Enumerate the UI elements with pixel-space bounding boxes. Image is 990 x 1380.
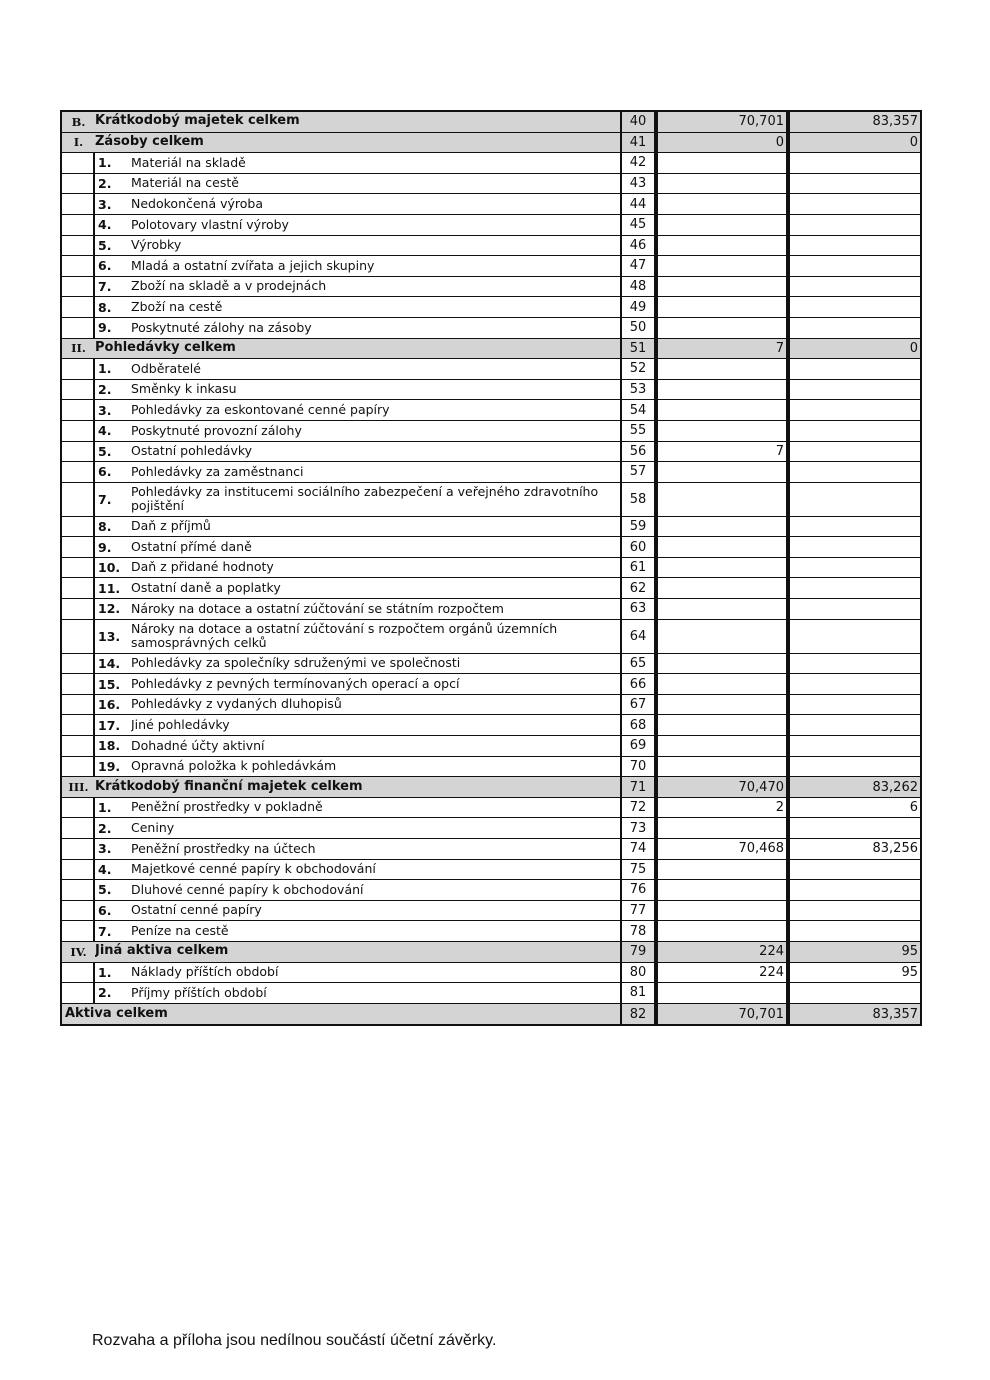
current-period-value: 7: [656, 339, 788, 359]
current-period-value: [656, 174, 788, 194]
item-number: 6.: [98, 464, 112, 480]
indent-spacer: [62, 359, 95, 379]
current-period-value: 224: [656, 942, 788, 962]
section-label: Krátkodobý majetek celkem: [95, 113, 300, 129]
indent-spacer: [62, 798, 95, 818]
line-number: 76: [620, 880, 656, 900]
previous-period-value: [788, 174, 920, 194]
item-label: Ostatní pohledávky: [131, 443, 253, 459]
indent-spacer: [62, 736, 95, 756]
section-row: [62, 942, 920, 963]
table-row: [62, 695, 920, 716]
item-number: 2.: [98, 176, 112, 192]
table-row: [62, 880, 920, 901]
table-row: [62, 442, 920, 463]
line-number: 53: [620, 380, 656, 400]
item-number: 10.: [98, 560, 121, 576]
indent-spacer: [62, 921, 95, 941]
item-number: 7.: [98, 279, 112, 295]
indent-spacer: [62, 880, 95, 900]
item-number: 6.: [98, 258, 112, 274]
item-label: Polotovary vlastní výroby: [131, 216, 289, 232]
current-period-value: [656, 674, 788, 694]
table-row: [62, 860, 920, 881]
table-row: [62, 901, 920, 922]
previous-period-value: [788, 194, 920, 214]
previous-period-value: 83,262: [788, 777, 920, 797]
previous-period-value: 95: [788, 963, 920, 983]
table-row: [62, 674, 920, 695]
item-number: 2.: [98, 820, 112, 836]
line-number: 42: [620, 153, 656, 173]
line-number: 74: [620, 839, 656, 859]
previous-period-value: [788, 483, 920, 516]
table-row: [62, 654, 920, 675]
indent-spacer: [62, 400, 95, 420]
previous-period-value: [788, 654, 920, 674]
current-period-value: 7: [656, 442, 788, 462]
indent-spacer: [62, 517, 95, 537]
table-row: [62, 256, 920, 277]
item-label: Daň z příjmů: [131, 518, 211, 534]
line-number: 78: [620, 921, 656, 941]
current-period-value: [656, 818, 788, 838]
line-number: 55: [620, 421, 656, 441]
current-period-value: [656, 715, 788, 735]
indent-spacer: [62, 901, 95, 921]
indent-spacer: [62, 174, 95, 194]
current-period-value: [656, 517, 788, 537]
line-number: 54: [620, 400, 656, 420]
previous-period-value: 95: [788, 942, 920, 962]
current-period-value: [656, 256, 788, 276]
indent-spacer: [62, 695, 95, 715]
table-row: [62, 620, 920, 654]
indent-spacer: [62, 380, 95, 400]
item-number: 5.: [98, 443, 112, 459]
previous-period-value: [788, 537, 920, 557]
balance-sheet-table: [60, 110, 922, 1026]
item-number: 3.: [98, 196, 112, 212]
item-label: Majetkové cenné papíry k obchodování: [131, 861, 376, 877]
previous-period-value: [788, 901, 920, 921]
item-label: Materiál na skladě: [131, 154, 246, 170]
current-period-value: [656, 236, 788, 256]
previous-period-value: [788, 400, 920, 420]
item-label: Peněžní prostředky v pokladně: [131, 799, 323, 815]
previous-period-value: [788, 818, 920, 838]
indent-spacer: [62, 442, 95, 462]
line-number: 61: [620, 558, 656, 578]
indent-spacer: [62, 715, 95, 735]
table-row: [62, 537, 920, 558]
table-row: [62, 517, 920, 538]
item-number: 8.: [98, 518, 112, 534]
previous-period-value: [788, 757, 920, 777]
line-number: 69: [620, 736, 656, 756]
item-number: 9.: [98, 539, 112, 555]
previous-period-value: [788, 599, 920, 619]
line-number: 79: [620, 942, 656, 962]
item-label: Mladá a ostatní zvířata a jejich skupiny: [131, 257, 375, 273]
current-period-value: [656, 421, 788, 441]
line-number: 67: [620, 695, 656, 715]
item-number: 2.: [98, 985, 112, 1001]
table-row: [62, 380, 920, 401]
table-row: [62, 421, 920, 442]
table-row: [62, 153, 920, 174]
item-label: Zboží na skladě a v prodejnách: [131, 278, 327, 294]
indent-spacer: [62, 839, 95, 859]
table-row: [62, 818, 920, 839]
line-number: 66: [620, 674, 656, 694]
previous-period-value: [788, 421, 920, 441]
line-number: 47: [620, 256, 656, 276]
line-number: 49: [620, 297, 656, 317]
current-period-value: [656, 654, 788, 674]
current-period-value: [656, 695, 788, 715]
item-number: 3.: [98, 841, 112, 857]
table-row: [62, 715, 920, 736]
previous-period-value: [788, 860, 920, 880]
line-number: 56: [620, 442, 656, 462]
table-row: [62, 194, 920, 215]
previous-period-value: [788, 297, 920, 317]
previous-period-value: [788, 359, 920, 379]
indent-spacer: [62, 194, 95, 214]
item-label: Peníze na cestě: [131, 922, 229, 938]
item-number: 6.: [98, 903, 112, 919]
current-period-value: [656, 620, 788, 653]
line-number: 50: [620, 318, 656, 338]
current-period-value: [656, 318, 788, 338]
section-label: Zásoby celkem: [95, 133, 204, 149]
line-number: 45: [620, 215, 656, 235]
indent-spacer: [62, 537, 95, 557]
table-row: [62, 483, 920, 517]
current-period-value: [656, 359, 788, 379]
previous-period-value: [788, 695, 920, 715]
current-period-value: 70,470: [656, 777, 788, 797]
item-label: Příjmy příštích období: [131, 984, 267, 1000]
table-row: [62, 359, 920, 380]
previous-period-value: [788, 256, 920, 276]
indent-spacer: [62, 599, 95, 619]
indent-spacer: [62, 963, 95, 983]
current-period-value: [656, 599, 788, 619]
item-label: Pohledávky za institucemi sociálního zabezpečení a veřejného zdravotního pojištění: [131, 483, 599, 514]
section-numeral: III.: [68, 780, 89, 795]
item-number: 11.: [98, 580, 121, 596]
line-number: 58: [620, 483, 656, 516]
previous-period-value: [788, 715, 920, 735]
previous-period-value: [788, 674, 920, 694]
item-label: Ostatní přímé daně: [131, 538, 252, 554]
current-period-value: [656, 901, 788, 921]
item-label: Nároky na dotace a ostatní zúčtování se státním rozpočtem: [131, 600, 504, 616]
current-period-value: 70,468: [656, 839, 788, 859]
item-label: Směnky k inkasu: [131, 381, 237, 397]
current-period-value: [656, 400, 788, 420]
section-row: [62, 777, 920, 798]
previous-period-value: 83,357: [788, 112, 920, 132]
line-number: 60: [620, 537, 656, 557]
item-number: 9.: [98, 320, 112, 336]
section-numeral: I.: [73, 135, 84, 150]
previous-period-value: [788, 578, 920, 598]
item-label: Pohledávky z vydaných dluhopisů: [131, 696, 342, 712]
item-number: 19.: [98, 758, 121, 774]
line-number: 70: [620, 757, 656, 777]
current-period-value: [656, 380, 788, 400]
indent-spacer: [62, 318, 95, 338]
item-label: Poskytnuté provozní zálohy: [131, 422, 302, 438]
total-row: [62, 1004, 920, 1025]
indent-spacer: [62, 818, 95, 838]
previous-period-value: [788, 318, 920, 338]
table-row: [62, 236, 920, 257]
table-row: [62, 277, 920, 298]
item-number: 5.: [98, 882, 112, 898]
item-number: 5.: [98, 237, 112, 253]
previous-period-value: 83,357: [788, 1004, 920, 1025]
indent-spacer: [62, 757, 95, 777]
table-row: [62, 558, 920, 579]
indent-spacer: [62, 558, 95, 578]
current-period-value: [656, 277, 788, 297]
section-row: [62, 112, 920, 133]
line-number: 68: [620, 715, 656, 735]
current-period-value: [656, 921, 788, 941]
current-period-value: 70,701: [656, 112, 788, 132]
previous-period-value: [788, 236, 920, 256]
item-number: 7.: [98, 923, 112, 939]
indent-spacer: [62, 215, 95, 235]
line-number: 51: [620, 339, 656, 359]
section-numeral: IV.: [70, 944, 87, 959]
current-period-value: [656, 578, 788, 598]
item-label: Jiné pohledávky: [131, 717, 230, 733]
current-period-value: [656, 860, 788, 880]
line-number: 48: [620, 277, 656, 297]
line-number: 80: [620, 963, 656, 983]
item-number: 1.: [98, 964, 112, 980]
item-number: 13.: [98, 628, 121, 644]
line-number: 43: [620, 174, 656, 194]
item-number: 15.: [98, 676, 121, 692]
indent-spacer: [62, 297, 95, 317]
indent-spacer: [62, 483, 95, 516]
line-number: 64: [620, 620, 656, 653]
line-number: 65: [620, 654, 656, 674]
line-number: 40: [620, 112, 656, 132]
item-label: Pohledávky za společníky sdruženými ve společnosti: [131, 655, 461, 671]
current-period-value: [656, 462, 788, 482]
current-period-value: [656, 153, 788, 173]
section-row: [62, 339, 920, 360]
previous-period-value: [788, 558, 920, 578]
item-label: Poskytnuté zálohy na zásoby: [131, 319, 312, 335]
table-row: [62, 736, 920, 757]
item-number: 1.: [98, 800, 112, 816]
item-label: Pohledávky za zaměstnanci: [131, 463, 304, 479]
table-row: [62, 297, 920, 318]
previous-period-value: [788, 517, 920, 537]
previous-period-value: [788, 736, 920, 756]
item-label: Pohledávky z pevných termínovaných operací a opcí: [131, 675, 460, 691]
table-row: [62, 215, 920, 236]
item-label: Pohledávky za eskontované cenné papíry: [131, 401, 390, 417]
indent-spacer: [62, 421, 95, 441]
item-number: 2.: [98, 382, 112, 398]
item-number: 8.: [98, 299, 112, 315]
indent-spacer: [62, 153, 95, 173]
previous-period-value: [788, 442, 920, 462]
line-number: 62: [620, 578, 656, 598]
item-number: 18.: [98, 738, 121, 754]
item-label: Ceniny: [131, 820, 175, 836]
table-row: [62, 462, 920, 483]
section-row: [62, 133, 920, 154]
current-period-value: [656, 215, 788, 235]
section-numeral: B.: [71, 114, 86, 129]
item-number: 17.: [98, 717, 121, 733]
line-number: 59: [620, 517, 656, 537]
item-label: Nároky na dotace a ostatní zúčtování s rozpočtem orgánů územních samosprávných celků: [131, 620, 558, 651]
previous-period-value: [788, 983, 920, 1003]
table-row: [62, 798, 920, 819]
indent-spacer: [62, 674, 95, 694]
line-number: 63: [620, 599, 656, 619]
line-number: 77: [620, 901, 656, 921]
previous-period-value: [788, 921, 920, 941]
item-number: 12.: [98, 601, 121, 617]
current-period-value: [656, 537, 788, 557]
line-number: 75: [620, 860, 656, 880]
item-number: 1.: [98, 361, 112, 377]
current-period-value: [656, 983, 788, 1003]
line-number: 52: [620, 359, 656, 379]
table-row: [62, 174, 920, 195]
previous-period-value: [788, 880, 920, 900]
table-row: [62, 839, 920, 860]
item-label: Ostatní daně a poplatky: [131, 580, 281, 596]
indent-spacer: [62, 578, 95, 598]
item-label: Dohadné účty aktivní: [131, 737, 265, 753]
previous-period-value: 6: [788, 798, 920, 818]
table-row: [62, 400, 920, 421]
line-number: 82: [620, 1004, 656, 1025]
table-row: [62, 963, 920, 984]
indent-spacer: [62, 860, 95, 880]
section-label: Krátkodobý finanční majetek celkem: [95, 778, 363, 794]
item-number: 7.: [98, 491, 112, 507]
current-period-value: [656, 194, 788, 214]
total-label: Aktiva celkem: [65, 1005, 168, 1021]
indent-spacer: [62, 256, 95, 276]
indent-spacer: [62, 654, 95, 674]
current-period-value: [656, 483, 788, 516]
indent-spacer: [62, 983, 95, 1003]
current-period-value: 0: [656, 133, 788, 153]
item-number: 14.: [98, 655, 121, 671]
previous-period-value: 0: [788, 339, 920, 359]
table-row: [62, 318, 920, 339]
item-label: Daň z přidané hodnoty: [131, 559, 274, 575]
current-period-value: [656, 297, 788, 317]
current-period-value: [656, 880, 788, 900]
current-period-value: 224: [656, 963, 788, 983]
item-number: 4.: [98, 217, 112, 233]
previous-period-value: [788, 380, 920, 400]
current-period-value: 2: [656, 798, 788, 818]
current-period-value: 70,701: [656, 1004, 788, 1025]
section-numeral: II.: [71, 341, 86, 356]
previous-period-value: 0: [788, 133, 920, 153]
indent-spacer: [62, 462, 95, 482]
previous-period-value: [788, 462, 920, 482]
current-period-value: [656, 736, 788, 756]
line-number: 57: [620, 462, 656, 482]
line-number: 81: [620, 983, 656, 1003]
line-number: 72: [620, 798, 656, 818]
table-row: [62, 921, 920, 942]
line-number: 73: [620, 818, 656, 838]
item-label: Zboží na cestě: [131, 298, 223, 314]
previous-period-value: [788, 277, 920, 297]
item-number: 16.: [98, 697, 121, 713]
section-label: Pohledávky celkem: [95, 339, 236, 355]
previous-period-value: 83,256: [788, 839, 920, 859]
footer-note: Rozvaha a příloha jsou nedílnou součástí účetní závěrky.: [92, 1332, 497, 1349]
table-row: [62, 599, 920, 620]
table-row: [62, 757, 920, 778]
item-number: 1.: [98, 155, 112, 171]
section-label: Jiná aktiva celkem: [95, 943, 229, 959]
item-number: 4.: [98, 423, 112, 439]
item-label: Ostatní cenné papíry: [131, 902, 262, 918]
item-label: Dluhové cenné papíry k obchodování: [131, 881, 364, 897]
line-number: 41: [620, 133, 656, 153]
current-period-value: [656, 757, 788, 777]
table-row: [62, 578, 920, 599]
item-label: Opravná položka k pohledávkám: [131, 758, 337, 774]
item-label: Nedokončená výroba: [131, 195, 264, 211]
indent-spacer: [62, 620, 95, 653]
item-label: Peněžní prostředky na účtech: [131, 840, 316, 856]
current-period-value: [656, 558, 788, 578]
indent-spacer: [62, 277, 95, 297]
item-number: 3.: [98, 402, 112, 418]
line-number: 71: [620, 777, 656, 797]
item-label: Náklady příštích období: [131, 964, 279, 980]
item-number: 4.: [98, 861, 112, 877]
previous-period-value: [788, 215, 920, 235]
previous-period-value: [788, 620, 920, 653]
line-number: 44: [620, 194, 656, 214]
item-label: Výrobky: [131, 237, 182, 253]
previous-period-value: [788, 153, 920, 173]
line-number: 46: [620, 236, 656, 256]
table-row: [62, 983, 920, 1004]
item-label: Materiál na cestě: [131, 175, 239, 191]
item-label: Odběratelé: [131, 360, 201, 376]
indent-spacer: [62, 236, 95, 256]
